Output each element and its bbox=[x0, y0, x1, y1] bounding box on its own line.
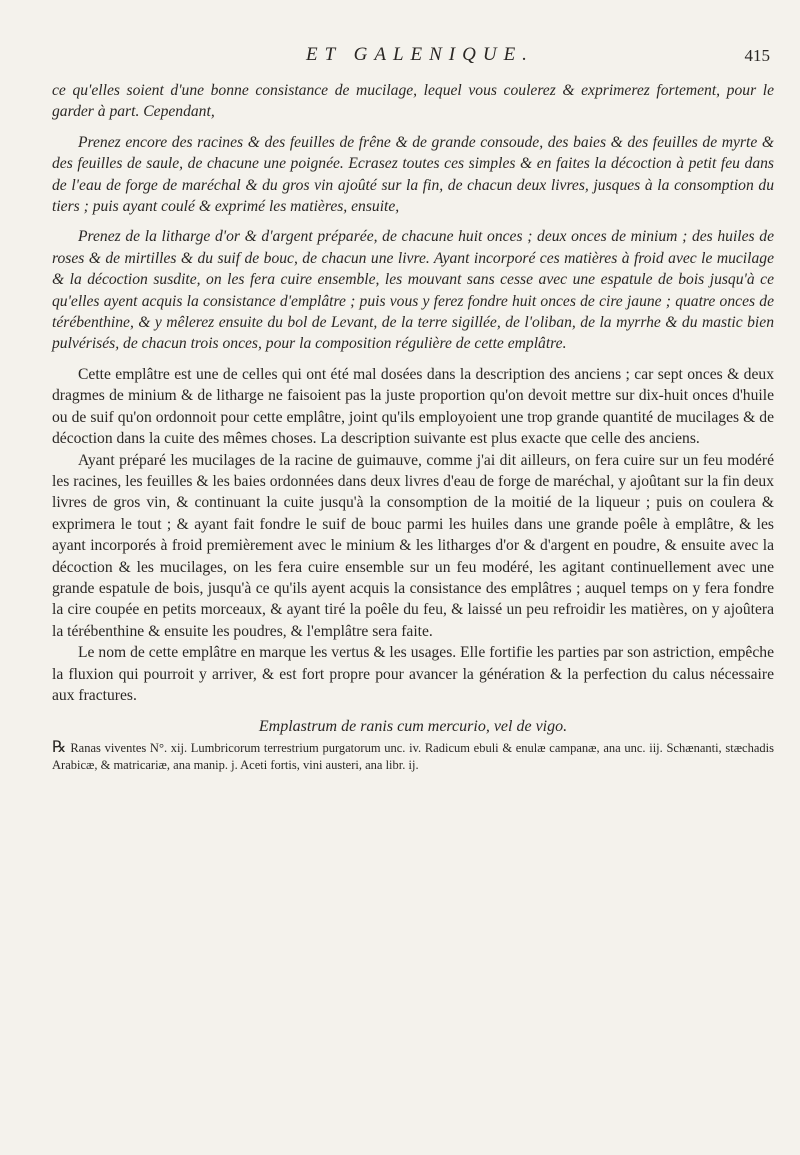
paragraph-continuation: ce qu'elles soient d'une bonne consistance de mucilage, lequel vous coulerez & exprimerez fortement, pour le garder à part. Cependant, bbox=[52, 82, 774, 121]
section-title: Emplastrum de ranis cum mercurio, vel de vigo. bbox=[258, 718, 568, 736]
running-head: ET GALENIQUE. bbox=[306, 44, 534, 65]
paragraph-commentary: Cette emplâtre est une de celles qui ont été mal dosées dans la description des anciens ; car sept onces & deux dragmes de minium & de litharge ne faisoient pas la juste proportion qu'on devoit mettre sur dix-huit onces d'huile ou de suif qu'on ordonnoit pour cette emplâtre, joint qu'ils employoient une trop grande quantité de mucilages & de décoction dans la cuite des mêmes choses. La description suivante est plus exacte que celle des anciens. bbox=[52, 365, 774, 448]
recipe-text: Ranas viventes N°. xij. Lumbricorum terrestrium purgatorum unc. iv. Radicum ebuli & enulæ campanæ, ana unc. iij. Schænanti, stæchadis Arabicæ, & matricariæ, ana manip. j. Aceti fortis, vini austeri, ana libr. ij. bbox=[52, 741, 774, 773]
recipe-paragraph bbox=[52, 740, 774, 774]
paragraph-litharge: Prenez de la litharge d'or & d'argent préparée, de chacune huit onces ; deux onces de minium ; des huiles de roses & de mirtilles & du suif de bouc, de chacun une livre. Ayant incorporé ces matières à froid avec le mucilage & la décoction susdite, on les fera cuire ensemble, les mouvant sans cesse avec une espatule de bois jusqu'à ce qu'elles ayent acquis la consistance d'emplâtre ; puis vous y ferez fondre huit onces de cire jaune ; quatre onces de térébenthine, & y mêlerez ensuite du bol de Levant, de la terre sigillée, de l'oliban, de la myrrhe & du mastic bien pulvérisés, de chacun trois onces, pour la composition régulière de cette emplâtre. bbox=[52, 228, 774, 353]
recipe-symbol: ℞ bbox=[52, 739, 67, 757]
paragraph-method: Ayant préparé les mucilages de la racine de guimauve, comme j'ai dit ailleurs, on fera cuire sur un feu modéré les racines, les feuilles & les baies ordonnées dans deux livres d'eau de forge de maréchal, y ajoûtant sur la fin deux livres de gros vin, & continuant la cuite jusqu'à la consomption de la moitié de la liqueur ; puis on coulera & exprimera le tout ; & ayant fait fondre le suif de bouc parmi les huiles dans une grande poêle à emplâtre, & les ayant incorporés à froid premièrement avec le minium & les litharges d'or & d'argent en poudre, & ensuite avec la décoction & les mucilages, on les fera cuire ensemble sur un feu modéré, les agitant continuellement avec une grande espatule de bois, jusqu'à ce qu'ils ayent acquis la consistance des emplâtres ; auquel temps on y fera fondre la cire coupée en petits morceaux, & ayant tiré la poêle du feu, & laissé un peu refroidir les matières, on y ajoûtera la térébenthine & ensuite les poudres, & l'emplâtre sera faite. bbox=[52, 451, 774, 640]
paragraph-virtues: Le nom de cette emplâtre en marque les vertus & les usages. Elle fortifie les parties par son astriction, empêche la fluxion qui pourroit y arriver, & est fort propre pour avancer la génération & la perfection du calus nécessaire aux fractures. bbox=[52, 644, 774, 704]
page-body bbox=[52, 80, 774, 774]
paragraph-decoction: Prenez encore des racines & des feuilles de frêne & de grande consoude, des baies & des feuilles de myrte & des feuilles de saule, de chacune une poignée. Ecrasez toutes ces simples & en faites la décoction à petit feu dans de l'eau de forge de maréchal & du gros vin ajoûté sur la fin, de chacun deux livres, jusques à la consomption du tiers ; puis ayant coulé & exprimé les matières, ensuite, bbox=[52, 133, 774, 216]
page-number: 415 bbox=[744, 46, 770, 65]
page-header bbox=[70, 44, 770, 78]
